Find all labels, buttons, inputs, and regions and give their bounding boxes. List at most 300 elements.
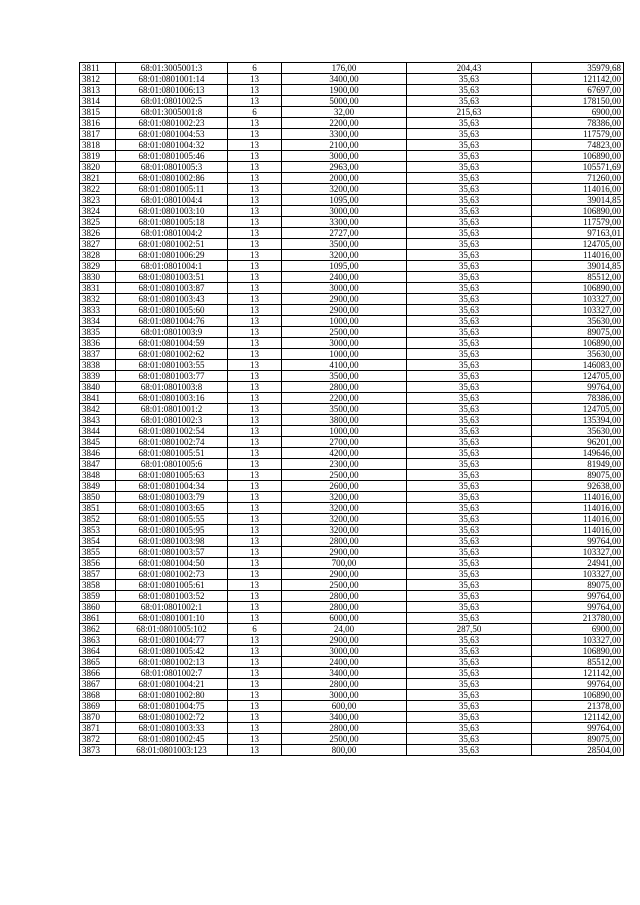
total-value-cell: 89075,00 — [532, 470, 624, 481]
table-row — [80, 206, 624, 217]
cadastral-number-cell: 68:01:0801003:10 — [116, 206, 228, 217]
cadastral-number-cell: 68:01:0801004:2 — [116, 228, 228, 239]
row-number-cell: 3833 — [80, 305, 116, 316]
row-number-cell: 3811 — [80, 63, 116, 74]
category-code-cell: 13 — [228, 404, 282, 415]
unit-value-cell: 35,63 — [407, 129, 532, 140]
category-code-cell: 13 — [228, 382, 282, 393]
category-code-cell: 13 — [228, 712, 282, 723]
category-code-cell: 13 — [228, 118, 282, 129]
unit-value-cell: 35,63 — [407, 118, 532, 129]
total-value-cell: 97163,01 — [532, 228, 624, 239]
unit-value-cell: 35,63 — [407, 481, 532, 492]
table-row — [80, 547, 624, 558]
cadastral-number-cell: 68:01:0801003:98 — [116, 536, 228, 547]
area-cell: 2500,00 — [282, 470, 407, 481]
cadastral-number-cell: 68:01:0801005:51 — [116, 448, 228, 459]
row-number-cell: 3812 — [80, 74, 116, 85]
table-row — [80, 74, 624, 85]
total-value-cell: 6900,00 — [532, 624, 624, 635]
table-row — [80, 96, 624, 107]
area-cell: 1000,00 — [282, 316, 407, 327]
category-code-cell: 13 — [228, 536, 282, 547]
unit-value-cell: 35,63 — [407, 283, 532, 294]
area-cell: 3500,00 — [282, 371, 407, 382]
area-cell: 3000,00 — [282, 206, 407, 217]
cadastral-number-cell: 68:01:0801002:1 — [116, 602, 228, 613]
total-value-cell: 149646,00 — [532, 448, 624, 459]
category-code-cell: 13 — [228, 448, 282, 459]
area-cell: 2900,00 — [282, 305, 407, 316]
table-row — [80, 371, 624, 382]
area-cell: 600,00 — [282, 701, 407, 712]
cadastral-number-cell: 68:01:0801002:86 — [116, 173, 228, 184]
total-value-cell: 35630,00 — [532, 426, 624, 437]
total-value-cell: 85512,00 — [532, 657, 624, 668]
table-row — [80, 349, 624, 360]
cadastral-number-cell: 68:01:0801003:57 — [116, 547, 228, 558]
row-number-cell: 3868 — [80, 690, 116, 701]
row-number-cell: 3866 — [80, 668, 116, 679]
total-value-cell: 105571,69 — [532, 162, 624, 173]
total-value-cell: 213780,00 — [532, 613, 624, 624]
category-code-cell: 13 — [228, 580, 282, 591]
cadastral-number-cell: 68:01:3005001:3 — [116, 63, 228, 74]
cadastral-number-cell: 68:01:0801004:50 — [116, 558, 228, 569]
area-cell: 2300,00 — [282, 459, 407, 470]
total-value-cell: 103327,00 — [532, 305, 624, 316]
area-cell: 3500,00 — [282, 239, 407, 250]
category-code-cell: 13 — [228, 184, 282, 195]
cadastral-number-cell: 68:01:0801002:13 — [116, 657, 228, 668]
unit-value-cell: 35,63 — [407, 679, 532, 690]
table-row — [80, 624, 624, 635]
total-value-cell: 35979,68 — [532, 63, 624, 74]
category-code-cell: 13 — [228, 426, 282, 437]
area-cell: 32,00 — [282, 107, 407, 118]
area-cell: 2100,00 — [282, 140, 407, 151]
category-code-cell: 13 — [228, 206, 282, 217]
unit-value-cell: 35,63 — [407, 426, 532, 437]
table-row — [80, 272, 624, 283]
total-value-cell: 35630,00 — [532, 349, 624, 360]
unit-value-cell: 35,63 — [407, 525, 532, 536]
row-number-cell: 3867 — [80, 679, 116, 690]
row-number-cell: 3862 — [80, 624, 116, 635]
unit-value-cell: 35,63 — [407, 448, 532, 459]
unit-value-cell: 35,63 — [407, 690, 532, 701]
total-value-cell: 121142,00 — [532, 712, 624, 723]
table-row — [80, 503, 624, 514]
category-code-cell: 13 — [228, 459, 282, 470]
cadastral-number-cell: 68:01:0801003:65 — [116, 503, 228, 514]
cadastral-number-cell: 68:01:0801002:45 — [116, 734, 228, 745]
total-value-cell: 39014,85 — [532, 261, 624, 272]
row-number-cell: 3814 — [80, 96, 116, 107]
row-number-cell: 3845 — [80, 437, 116, 448]
row-number-cell: 3855 — [80, 547, 116, 558]
cadastral-number-cell: 68:01:0801003:55 — [116, 360, 228, 371]
row-number-cell: 3870 — [80, 712, 116, 723]
area-cell: 3400,00 — [282, 74, 407, 85]
area-cell: 3000,00 — [282, 690, 407, 701]
area-cell: 2500,00 — [282, 734, 407, 745]
cadastral-number-cell: 68:01:0801005:95 — [116, 525, 228, 536]
unit-value-cell: 35,63 — [407, 316, 532, 327]
table-row — [80, 668, 624, 679]
total-value-cell: 103327,00 — [532, 294, 624, 305]
category-code-cell: 6 — [228, 107, 282, 118]
table-row — [80, 239, 624, 250]
row-number-cell: 3841 — [80, 393, 116, 404]
unit-value-cell: 35,63 — [407, 74, 532, 85]
cadastral-number-cell: 68:01:0801002:73 — [116, 569, 228, 580]
category-code-cell: 13 — [228, 250, 282, 261]
unit-value-cell: 35,63 — [407, 206, 532, 217]
row-number-cell: 3825 — [80, 217, 116, 228]
row-number-cell: 3856 — [80, 558, 116, 569]
row-number-cell: 3853 — [80, 525, 116, 536]
total-value-cell: 78386,00 — [532, 118, 624, 129]
unit-value-cell: 35,63 — [407, 184, 532, 195]
unit-value-cell: 35,63 — [407, 602, 532, 613]
category-code-cell: 13 — [228, 525, 282, 536]
category-code-cell: 13 — [228, 74, 282, 85]
total-value-cell: 106890,00 — [532, 338, 624, 349]
row-number-cell: 3823 — [80, 195, 116, 206]
category-code-cell: 13 — [228, 723, 282, 734]
cadastral-number-cell: 68:01:0801003:123 — [116, 745, 228, 756]
category-code-cell: 13 — [228, 393, 282, 404]
total-value-cell: 124705,00 — [532, 404, 624, 415]
cadastral-number-cell: 68:01:0801005:18 — [116, 217, 228, 228]
area-cell: 2900,00 — [282, 569, 407, 580]
total-value-cell: 106890,00 — [532, 646, 624, 657]
table-row — [80, 745, 624, 756]
area-cell: 3200,00 — [282, 525, 407, 536]
table-row — [80, 679, 624, 690]
unit-value-cell: 35,63 — [407, 140, 532, 151]
unit-value-cell: 35,63 — [407, 547, 532, 558]
area-cell: 2727,00 — [282, 228, 407, 239]
category-code-cell: 13 — [228, 690, 282, 701]
area-cell: 5000,00 — [282, 96, 407, 107]
category-code-cell: 13 — [228, 85, 282, 96]
area-cell: 1095,00 — [282, 195, 407, 206]
area-cell: 2800,00 — [282, 382, 407, 393]
unit-value-cell: 35,63 — [407, 228, 532, 239]
cadastral-number-cell: 68:01:0801003:51 — [116, 272, 228, 283]
unit-value-cell: 35,63 — [407, 173, 532, 184]
total-value-cell: 89075,00 — [532, 327, 624, 338]
area-cell: 2500,00 — [282, 327, 407, 338]
total-value-cell: 117579,00 — [532, 217, 624, 228]
table-row — [80, 426, 624, 437]
category-code-cell: 13 — [228, 349, 282, 360]
table-row — [80, 195, 624, 206]
area-cell: 4100,00 — [282, 360, 407, 371]
cadastral-number-cell: 68:01:0801002:7 — [116, 668, 228, 679]
table-row — [80, 63, 624, 74]
cadastral-number-cell: 68:01:0801005:11 — [116, 184, 228, 195]
cadastral-number-cell: 68:01:0801003:33 — [116, 723, 228, 734]
cadastral-number-cell: 68:01:0801002:23 — [116, 118, 228, 129]
category-code-cell: 13 — [228, 558, 282, 569]
table-row — [80, 283, 624, 294]
table-row — [80, 338, 624, 349]
row-number-cell: 3846 — [80, 448, 116, 459]
row-number-cell: 3852 — [80, 514, 116, 525]
cadastral-number-cell: 68:01:0801002:54 — [116, 426, 228, 437]
category-code-cell: 13 — [228, 294, 282, 305]
row-number-cell: 3857 — [80, 569, 116, 580]
cadastral-number-cell: 68:01:0801004:53 — [116, 129, 228, 140]
area-cell: 3000,00 — [282, 338, 407, 349]
cadastral-number-cell: 68:01:0801002:74 — [116, 437, 228, 448]
area-cell: 3200,00 — [282, 514, 407, 525]
unit-value-cell: 35,63 — [407, 261, 532, 272]
table-row — [80, 393, 624, 404]
category-code-cell: 13 — [228, 261, 282, 272]
total-value-cell: 89075,00 — [532, 734, 624, 745]
row-number-cell: 3834 — [80, 316, 116, 327]
table-row — [80, 294, 624, 305]
cadastral-number-cell: 68:01:0801004:21 — [116, 679, 228, 690]
total-value-cell: 114016,00 — [532, 503, 624, 514]
area-cell: 1095,00 — [282, 261, 407, 272]
total-value-cell: 67697,00 — [532, 85, 624, 96]
row-number-cell: 3849 — [80, 481, 116, 492]
total-value-cell: 74823,00 — [532, 140, 624, 151]
area-cell: 800,00 — [282, 745, 407, 756]
unit-value-cell: 35,63 — [407, 437, 532, 448]
table-row — [80, 448, 624, 459]
category-code-cell: 13 — [228, 272, 282, 283]
cadastral-number-cell: 68:01:0801003:43 — [116, 294, 228, 305]
row-number-cell: 3859 — [80, 591, 116, 602]
cadastral-number-cell: 68:01:0801001:14 — [116, 74, 228, 85]
category-code-cell: 13 — [228, 217, 282, 228]
table-row — [80, 525, 624, 536]
area-cell: 3000,00 — [282, 646, 407, 657]
unit-value-cell: 35,63 — [407, 470, 532, 481]
total-value-cell: 114016,00 — [532, 184, 624, 195]
cadastral-number-cell: 68:01:0801001:2 — [116, 404, 228, 415]
unit-value-cell: 35,63 — [407, 459, 532, 470]
total-value-cell: 106890,00 — [532, 206, 624, 217]
unit-value-cell: 35,63 — [407, 503, 532, 514]
area-cell: 24,00 — [282, 624, 407, 635]
table-row — [80, 437, 624, 448]
total-value-cell: 78386,00 — [532, 393, 624, 404]
total-value-cell: 81949,00 — [532, 459, 624, 470]
row-number-cell: 3826 — [80, 228, 116, 239]
cadastral-number-cell: 68:01:0801005:61 — [116, 580, 228, 591]
cadastral-number-cell: 68:01:0801005:63 — [116, 470, 228, 481]
cadastral-number-cell: 68:01:0801006:29 — [116, 250, 228, 261]
row-number-cell: 3835 — [80, 327, 116, 338]
table-row — [80, 602, 624, 613]
table-row — [80, 514, 624, 525]
table-row — [80, 459, 624, 470]
unit-value-cell: 35,63 — [407, 305, 532, 316]
table-row — [80, 184, 624, 195]
total-value-cell: 106890,00 — [532, 690, 624, 701]
category-code-cell: 13 — [228, 415, 282, 426]
unit-value-cell: 35,63 — [407, 371, 532, 382]
cadastral-number-cell: 68:01:0801002:80 — [116, 690, 228, 701]
category-code-cell: 13 — [228, 668, 282, 679]
total-value-cell: 21378,00 — [532, 701, 624, 712]
category-code-cell: 13 — [228, 514, 282, 525]
cadastral-number-cell: 68:01:0801001:10 — [116, 613, 228, 624]
category-code-cell: 13 — [228, 701, 282, 712]
category-code-cell: 13 — [228, 679, 282, 690]
unit-value-cell: 35,63 — [407, 492, 532, 503]
table-row — [80, 404, 624, 415]
category-code-cell: 13 — [228, 734, 282, 745]
table-row — [80, 657, 624, 668]
unit-value-cell: 35,63 — [407, 294, 532, 305]
area-cell: 3000,00 — [282, 151, 407, 162]
category-code-cell: 13 — [228, 129, 282, 140]
row-number-cell: 3831 — [80, 283, 116, 294]
row-number-cell: 3828 — [80, 250, 116, 261]
unit-value-cell: 35,63 — [407, 272, 532, 283]
total-value-cell: 96201,00 — [532, 437, 624, 448]
unit-value-cell: 35,63 — [407, 151, 532, 162]
cadastral-number-cell: 68:01:0801004:76 — [116, 316, 228, 327]
row-number-cell: 3820 — [80, 162, 116, 173]
area-cell: 2800,00 — [282, 679, 407, 690]
total-value-cell: 114016,00 — [532, 250, 624, 261]
cadastral-number-cell: 68:01:0801005:3 — [116, 162, 228, 173]
row-number-cell: 3863 — [80, 635, 116, 646]
cadastral-number-cell: 68:01:0801005:60 — [116, 305, 228, 316]
unit-value-cell: 35,63 — [407, 668, 532, 679]
cadastral-number-cell: 68:01:0801002:51 — [116, 239, 228, 250]
table-row — [80, 569, 624, 580]
category-code-cell: 13 — [228, 316, 282, 327]
category-code-cell: 13 — [228, 151, 282, 162]
table-row — [80, 470, 624, 481]
total-value-cell: 28504,00 — [532, 745, 624, 756]
row-number-cell: 3829 — [80, 261, 116, 272]
unit-value-cell: 215,63 — [407, 107, 532, 118]
unit-value-cell: 204,43 — [407, 63, 532, 74]
row-number-cell: 3854 — [80, 536, 116, 547]
row-number-cell: 3872 — [80, 734, 116, 745]
row-number-cell: 3848 — [80, 470, 116, 481]
cadastral-number-cell: 68:01:0801004:1 — [116, 261, 228, 272]
area-cell: 2800,00 — [282, 602, 407, 613]
cadastral-number-cell: 68:01:0801004:4 — [116, 195, 228, 206]
row-number-cell: 3860 — [80, 602, 116, 613]
total-value-cell: 99764,00 — [532, 679, 624, 690]
cadastral-number-cell: 68:01:0801002:72 — [116, 712, 228, 723]
category-code-cell: 13 — [228, 569, 282, 580]
total-value-cell: 103327,00 — [532, 569, 624, 580]
table-row — [80, 723, 624, 734]
total-value-cell: 99764,00 — [532, 591, 624, 602]
unit-value-cell: 35,63 — [407, 536, 532, 547]
category-code-cell: 13 — [228, 371, 282, 382]
total-value-cell: 99764,00 — [532, 723, 624, 734]
table-row — [80, 140, 624, 151]
table-row — [80, 118, 624, 129]
table-row — [80, 415, 624, 426]
total-value-cell: 146083,00 — [532, 360, 624, 371]
row-number-cell: 3847 — [80, 459, 116, 470]
table-row — [80, 690, 624, 701]
table-row — [80, 85, 624, 96]
area-cell: 2900,00 — [282, 635, 407, 646]
area-cell: 3200,00 — [282, 250, 407, 261]
category-code-cell: 13 — [228, 591, 282, 602]
table-row — [80, 580, 624, 591]
category-code-cell: 13 — [228, 602, 282, 613]
area-cell: 6000,00 — [282, 613, 407, 624]
cadastral-number-cell: 68:01:0801006:13 — [116, 85, 228, 96]
unit-value-cell: 35,63 — [407, 327, 532, 338]
category-code-cell: 6 — [228, 624, 282, 635]
cadastral-number-cell: 68:01:0801005:6 — [116, 459, 228, 470]
category-code-cell: 13 — [228, 228, 282, 239]
cadastral-number-cell: 68:01:0801003:52 — [116, 591, 228, 602]
unit-value-cell: 35,63 — [407, 85, 532, 96]
total-value-cell: 39014,85 — [532, 195, 624, 206]
cadastral-number-cell: 68:01:0801003:79 — [116, 492, 228, 503]
unit-value-cell: 287,50 — [407, 624, 532, 635]
row-number-cell: 3830 — [80, 272, 116, 283]
area-cell: 2200,00 — [282, 393, 407, 404]
table-row — [80, 107, 624, 118]
row-number-cell: 3865 — [80, 657, 116, 668]
cadastral-value-table — [79, 62, 624, 756]
area-cell: 2200,00 — [282, 118, 407, 129]
area-cell: 2000,00 — [282, 173, 407, 184]
table-row — [80, 327, 624, 338]
total-value-cell: 114016,00 — [532, 514, 624, 525]
area-cell: 3200,00 — [282, 492, 407, 503]
area-cell: 2500,00 — [282, 580, 407, 591]
area-cell: 176,00 — [282, 63, 407, 74]
row-number-cell: 3850 — [80, 492, 116, 503]
total-value-cell: 124705,00 — [532, 239, 624, 250]
table-row — [80, 382, 624, 393]
table-row — [80, 129, 624, 140]
category-code-cell: 13 — [228, 140, 282, 151]
row-number-cell: 3869 — [80, 701, 116, 712]
unit-value-cell: 35,63 — [407, 195, 532, 206]
table-row — [80, 492, 624, 503]
area-cell: 3000,00 — [282, 283, 407, 294]
area-cell: 2800,00 — [282, 723, 407, 734]
row-number-cell: 3832 — [80, 294, 116, 305]
category-code-cell: 13 — [228, 470, 282, 481]
table-row — [80, 481, 624, 492]
table-row — [80, 162, 624, 173]
unit-value-cell: 35,63 — [407, 734, 532, 745]
unit-value-cell: 35,63 — [407, 514, 532, 525]
unit-value-cell: 35,63 — [407, 745, 532, 756]
total-value-cell: 92638,00 — [532, 481, 624, 492]
total-value-cell: 106890,00 — [532, 283, 624, 294]
area-cell: 4200,00 — [282, 448, 407, 459]
unit-value-cell: 35,63 — [407, 217, 532, 228]
table-row — [80, 360, 624, 371]
unit-value-cell: 35,63 — [407, 569, 532, 580]
